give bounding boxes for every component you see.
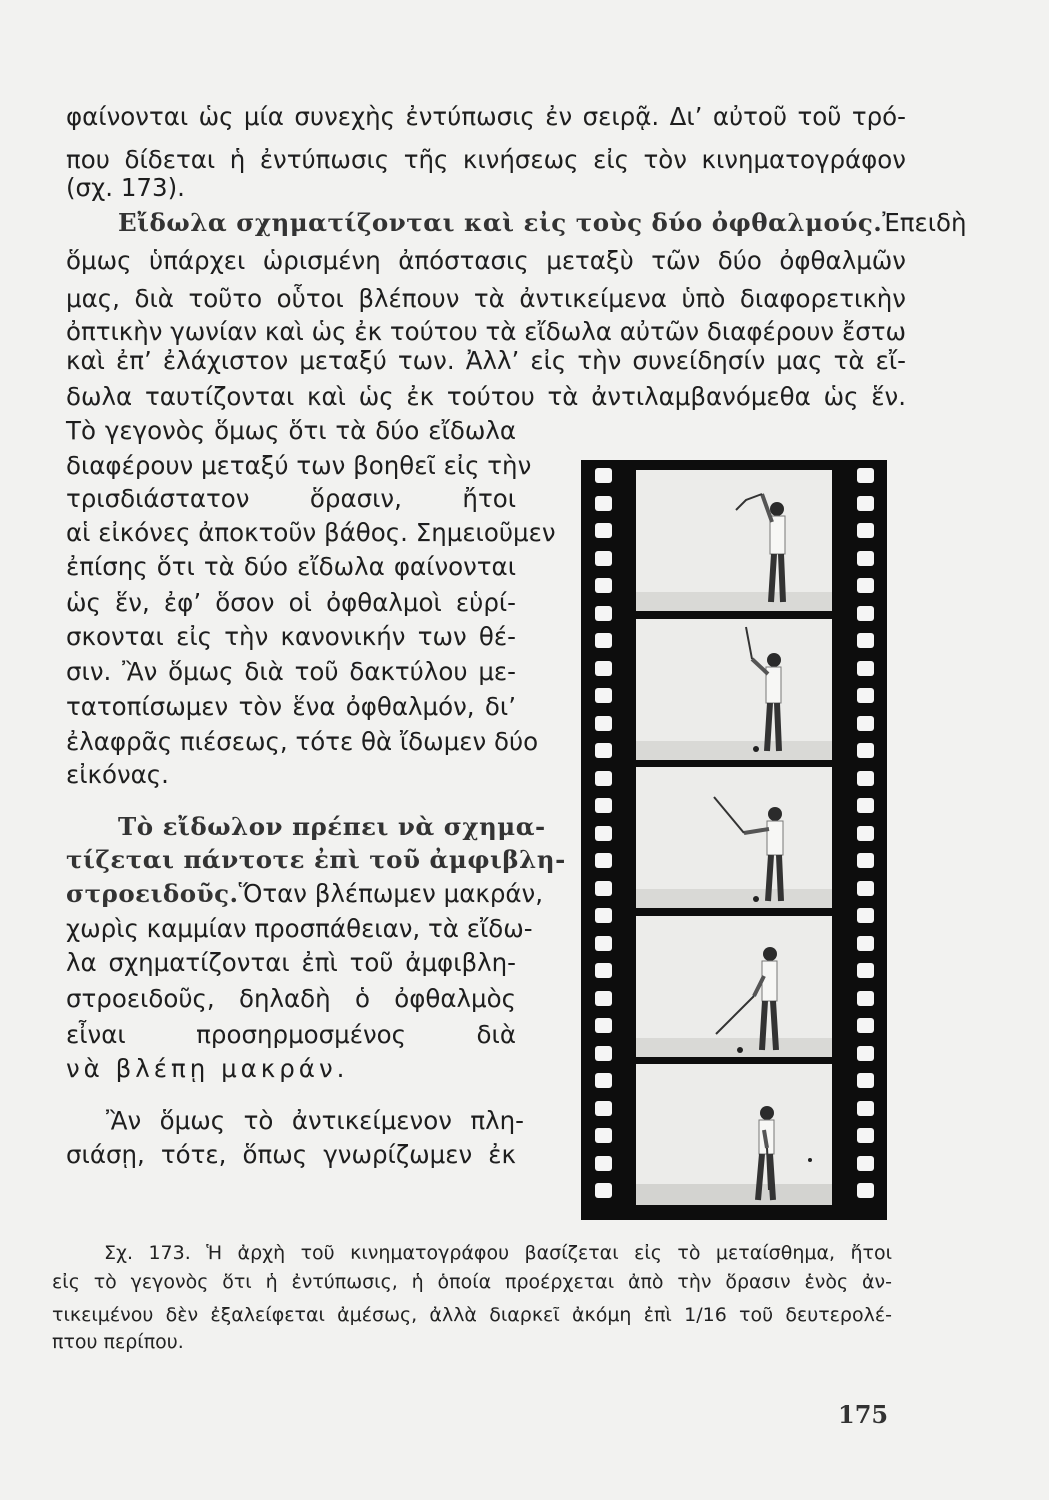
text-line: που δίδεται ἡ ἐντύπωσις τῆς κινήσεως εἰς τὸν κινηματογράφον — [66, 145, 906, 174]
text-line: σιν. Ἂν ὅμως διὰ τοῦ δακτύλου με- — [66, 657, 516, 686]
text-line: ὅμως ὑπάρχει ὡρισμένη ἀπόστασις μεταξὺ τῶν δύο ὀφθαλμῶν — [66, 246, 906, 275]
text-line: Τὸ γεγονὸς ὅμως ὅτι τὰ δύο εἴδωλα — [66, 416, 516, 445]
film-frame-1 — [636, 470, 832, 611]
text-line: εἰκόνας. — [66, 760, 169, 789]
section-heading-retina: τίζεται πάντοτε ἐπὶ τοῦ ἀμφιβλη- — [66, 845, 566, 874]
figure-caption-line: πτου περίπου. — [52, 1331, 184, 1353]
figure-caption-line: Σχ. 173. Ἡ ἀρχὴ τοῦ κινηματογράφου βασίζεται εἰς τὸ μεταίσθημα, ἤτοι — [104, 1242, 892, 1264]
film-frame-4 — [636, 916, 832, 1057]
film-perforations-right — [855, 468, 875, 1212]
text-line: ἐλαφρᾶς πιέσεως, τότε θὰ ἴδωμεν δύο — [66, 727, 539, 756]
text-line: τρισδιάστατον ὅρασιν, ἤτοι — [66, 484, 516, 513]
text-line: καὶ ἐπ’ ἐλάχιστον μεταξύ των. Ἀλλ’ εἰς τὴν συνείδησίν μας τὰ εἴ- — [66, 346, 906, 375]
text-line: χωρὶς καμμίαν προσπάθειαν, τὰ εἴδω- — [66, 914, 533, 943]
text-line: δωλα ταυτίζονται καὶ ὡς ἐκ τούτου τὰ ἀντιλαμβανόμεθα ὡς ἕν. — [66, 382, 906, 411]
text-line: Ἂν ὅμως τὸ ἀντικείμενον πλη- — [106, 1106, 524, 1135]
text-line: φαίνονται ὡς μία συνεχὴς ἐντύπωσις ἐν σειρᾷ. Δι’ αὐτοῦ τοῦ τρό- — [66, 102, 906, 131]
figure-caption-line: τικειμένου δὲν ἐξαλείφεται ἀμέσως, ἀλλὰ διαρκεῖ ἀκόμη ἐπὶ 1/16 τοῦ δευτερολέ- — [52, 1304, 892, 1326]
section-heading-eyes: Εἴδωλα σχηματίζονται καὶ εἰς τοὺς δύο ὀφθαλμούς. — [118, 208, 883, 237]
film-frame-2 — [636, 619, 832, 760]
section-heading-retina: στροειδοῦς. — [66, 879, 239, 908]
page-number: 175 — [838, 1400, 889, 1429]
paragraph-heading-line — [66, 877, 544, 911]
text-fragment: Ὅταν βλέπωμεν μακράν, — [238, 879, 544, 908]
film-perforations-left — [593, 468, 613, 1212]
text-line: νὰ βλέπῃ μακράν. — [66, 1054, 349, 1083]
film-strip-figure — [581, 460, 887, 1220]
text-line: (σχ. 173). — [66, 173, 185, 202]
figure-caption-line: εἰς τὸ γεγονὸς ὅτι ἡ ἐντύπωσις, ἡ ὁποία προέρχεται ἀπὸ τὴν ὅρασιν ἑνὸς ἀν- — [52, 1271, 892, 1293]
film-frame-3 — [636, 767, 832, 908]
text-line: εἶναι προσηρμοσμένος διὰ — [66, 1020, 516, 1049]
film-frame-5 — [636, 1064, 832, 1205]
text-line: τατοπίσωμεν τὸν ἕνα ὀφθαλμόν, δι’ — [66, 692, 516, 721]
text-line: ἐπίσης ὅτι τὰ δύο εἴδωλα φαίνονται — [66, 552, 516, 581]
text-line: ὡς ἕν, ἐφ’ ὅσον οἱ ὀφθαλμοὶ εὑρί- — [66, 588, 516, 617]
text-fragment: Ἐπειδὴ — [882, 208, 967, 237]
text-line: σκονται εἰς τὴν κανονικήν των θέ- — [66, 622, 516, 651]
text-line: ὀπτικὴν γωνίαν καὶ ὡς ἐκ τούτου τὰ εἴδωλα αὐτῶν διαφέρουν ἔστω — [66, 317, 906, 346]
text-line: στροειδοῦς, δηλαδὴ ὁ ὀφθαλμὸς — [66, 984, 516, 1013]
text-line: λα σχηματίζονται ἐπὶ τοῦ ἀμφιβλη- — [66, 948, 516, 977]
text-line: μας, διὰ τοῦτο οὗτοι βλέπουν τὰ ἀντικείμενα ὑπὸ διαφορετικὴν — [66, 284, 906, 313]
text-line: αἱ εἰκόνες ἀποκτοῦν βάθος. Σημειοῦμεν — [66, 518, 556, 547]
text-line: διαφέρουν μεταξύ των βοηθεῖ εἰς τὴν — [66, 451, 532, 480]
section-heading-retina: Τὸ εἴδωλον πρέπει νὰ σχημα- — [118, 812, 546, 841]
text-line: σιάσῃ, τότε, ὅπως γνωρίζωμεν ἐκ — [66, 1140, 516, 1169]
paragraph-heading-line — [118, 206, 967, 240]
